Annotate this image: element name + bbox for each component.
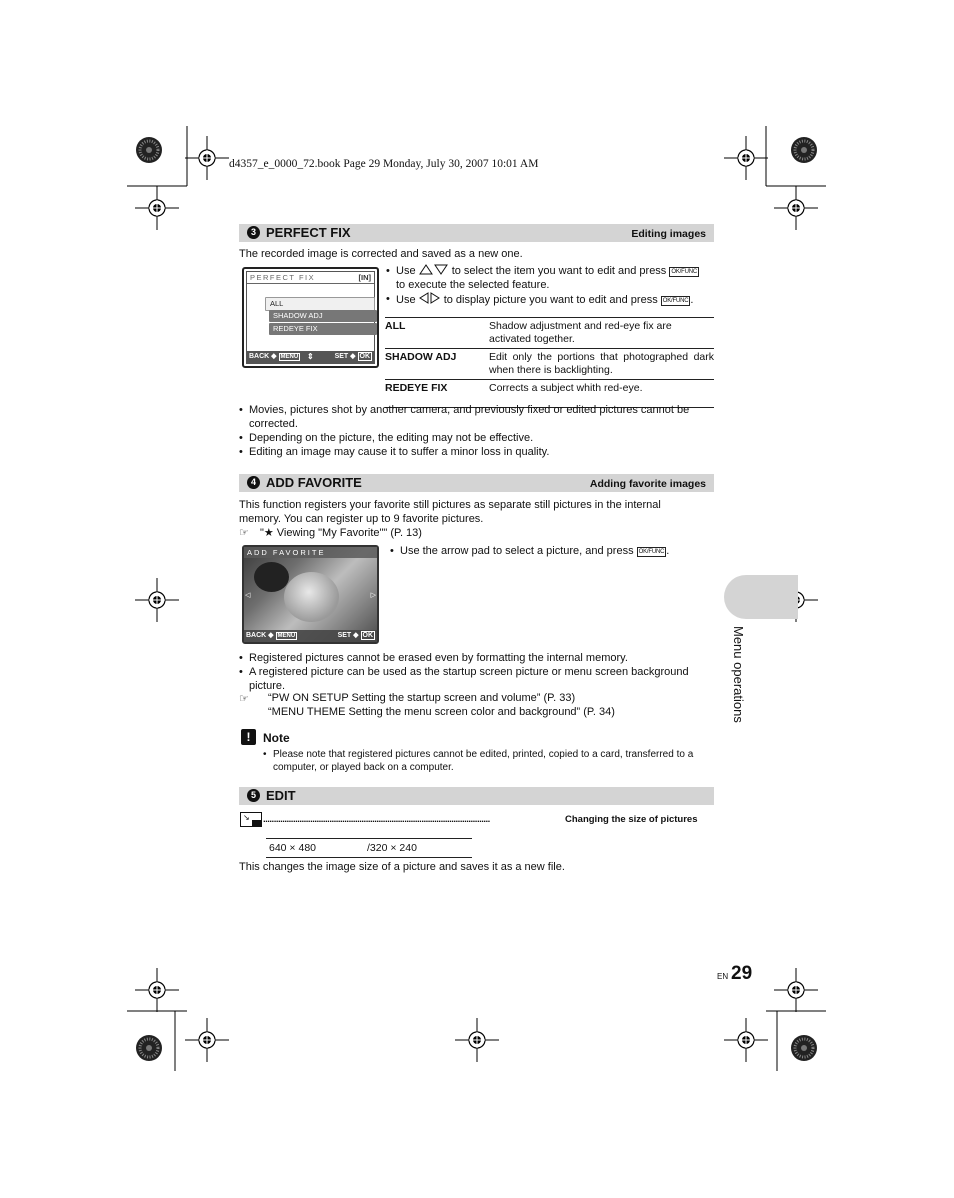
- note-bullet: • Editing an image may cause it to suffer a minor loss in quality.: [239, 445, 724, 459]
- resize-label: Changing the size of pictures: [565, 814, 698, 825]
- right-arrow-icon: ▷: [370, 592, 376, 599]
- note-bullet: • Registered pictures cannot be erased even by formatting the internal memory.: [239, 651, 724, 665]
- size-option: /320 × 240: [367, 842, 417, 854]
- table-row: [385, 318, 714, 349]
- ok-func-button-icon: OK/FUNC: [671, 269, 697, 275]
- section-number: 4: [247, 476, 260, 489]
- option-term: SHADOW ADJ: [385, 351, 457, 363]
- size-table: [266, 838, 472, 858]
- screen-title-bar: [247, 272, 374, 284]
- memory-tag: [IN]: [358, 273, 371, 282]
- section-header-edit: [239, 787, 714, 805]
- screen-bottom-bar: [244, 630, 377, 642]
- option-desc: Corrects a subject whith red-eye.: [489, 382, 643, 394]
- screen-bottom-bar: [247, 351, 374, 363]
- section-subtitle: Adding favorite images: [589, 478, 706, 490]
- camera-screen-add-favorite: [242, 545, 379, 644]
- note-icon: !: [241, 729, 256, 745]
- camera-screen-perfect-fix: [242, 267, 379, 368]
- note-bullet: • A registered picture can be used as the startup screen picture or menu screen background picture.: [239, 665, 724, 693]
- photo-subject: [284, 572, 339, 622]
- reference-hand-icon: ☞: [239, 693, 249, 705]
- page-number: 29: [731, 963, 753, 984]
- perfect-fix-options-table: [385, 317, 714, 408]
- back-label: BACK ◆ MENU: [249, 353, 299, 360]
- set-label: SET ◆ OK: [337, 632, 373, 639]
- left-arrow-icon: ◁: [245, 592, 251, 599]
- file-info-header: d4357_e_0000_72.book Page 29 Monday, July 30, 2007 10:01 AM: [229, 158, 539, 170]
- page-reference: “PW ON SETUP Setting the startup screen and volume” (P. 33): [268, 692, 576, 704]
- ok-func-button-icon: OK/FUNC: [662, 298, 689, 304]
- language-label: EN: [717, 972, 729, 981]
- section-intro-line1: This function registers your favorite still pictures as separate still pictures in the internal: [239, 499, 661, 511]
- up-down-arrow-icon: [419, 264, 449, 275]
- section-number: 3: [247, 226, 260, 239]
- chapter-tab-label: Menu operations: [731, 626, 746, 723]
- screen-title: ADD FAVORITE: [244, 547, 377, 558]
- menu-item-all: ALL: [265, 297, 375, 311]
- section-title: ADD FAVORITE: [266, 475, 362, 490]
- edit-description: This changes the image size of a picture and saves it as a new file.: [239, 861, 565, 873]
- screen-title: PERFECT FIX: [250, 273, 316, 282]
- photo-dog: [254, 562, 289, 592]
- table-row: [385, 349, 714, 380]
- updown-icon: ⇕: [307, 352, 314, 361]
- section-title: EDIT: [266, 788, 296, 803]
- bullet-select-picture: • Use the arrow pad to select a picture, and press OK/FUNC .: [390, 544, 720, 558]
- menu-item-redeye-fix: REDEYE FIX: [269, 323, 377, 335]
- resize-icon: ↘: [240, 812, 262, 827]
- left-right-arrow-icon: [419, 292, 441, 304]
- favorite-photo: [244, 547, 377, 642]
- size-option: 640 × 480: [269, 842, 317, 854]
- section-number: 5: [247, 789, 260, 802]
- reference-hand-icon: ☞: [239, 527, 249, 539]
- set-label: SET ◆ OK: [334, 353, 370, 360]
- page-reference: “MENU THEME Setting the menu screen color and background” (P. 34): [268, 706, 615, 718]
- option-desc: Shadow adjustment and red-eye fix are activated together.: [489, 320, 672, 345]
- option-term: ALL: [385, 320, 406, 332]
- note-title: Note: [263, 731, 290, 745]
- option-desc: Edit only the portions that photographed dark when there is backlighting.: [489, 351, 714, 376]
- menu-item-shadow-adj: SHADOW ADJ: [269, 310, 377, 322]
- ok-func-button-icon: OK/FUNC: [638, 549, 665, 555]
- chapter-tab: [724, 575, 798, 619]
- section-header-perfect-fix: [239, 224, 714, 242]
- bullet-display-picture: • Use to display picture you want to edit and press OK/FUNC .: [386, 292, 726, 307]
- section-title: PERFECT FIX: [266, 225, 351, 240]
- section-intro: The recorded image is corrected and saved as a new one.: [239, 248, 523, 260]
- option-term: REDEYE FIX: [385, 382, 448, 394]
- page-reference: ☞ "★ Viewing "My Favorite"" (P. 13): [239, 527, 422, 539]
- section-intro-line2: memory. You can register up to 9 favorite pictures.: [239, 513, 484, 525]
- leader-dots: ..........................................................................................................: [263, 814, 490, 825]
- section-header-add-favorite: [239, 474, 714, 492]
- back-label: BACK ◆ MENU: [246, 632, 296, 639]
- section-subtitle: Editing images: [631, 228, 706, 240]
- note-bullet: • Movies, pictures shot by another camera, and previously fixed or edited pictures cannot be corrected.: [239, 403, 724, 431]
- note-text: • Please note that registered pictures cannot be edited, printed, copied to a card, transferred to a computer, or played back on a computer.: [263, 748, 725, 774]
- bullet-select-item: • Use to select the item you want to edit and press OK/FUNC to execute the selected feature.: [386, 264, 726, 292]
- note-bullet: • Depending on the picture, the editing may not be effective.: [239, 431, 724, 445]
